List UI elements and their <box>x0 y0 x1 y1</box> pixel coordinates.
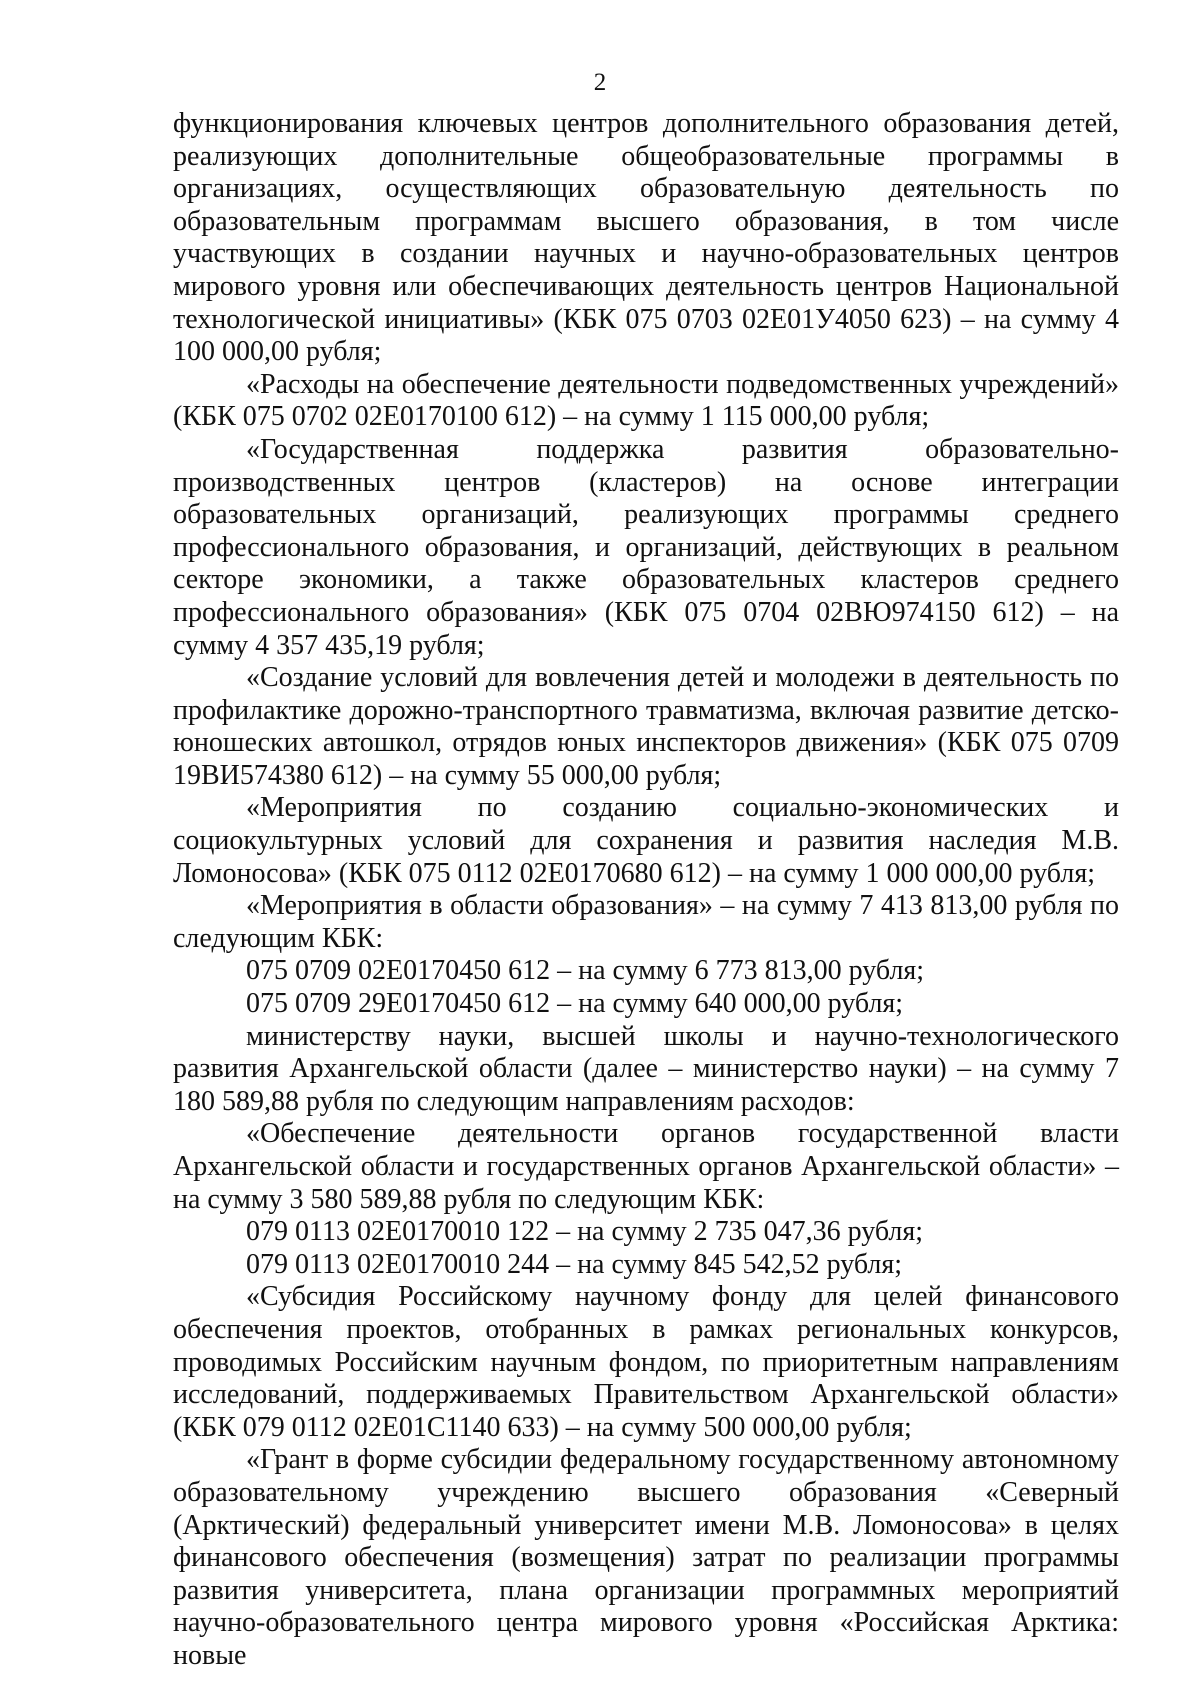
document-body <box>173 108 1119 1673</box>
paragraph-continuation: функционирования ключевых центров дополнительного образования детей, реализующих дополнительные общеобразовательные программы в организациях, осуществляющих образовательную деятельность по образовательным программам высшего образования, в том числе участвующих в создании научных и научно-образовательных центров мирового уровня или обеспечивающих деятельность центров Национальной технологической инициативы» (КБК 075 0703 02Е01У4050 623) – на сумму 4 100 000,00 рубля; <box>173 108 1119 368</box>
paragraph-kbk-line: 079 0113 02Е0170010 122 – на сумму 2 735 047,36 рубля; <box>246 1216 924 1248</box>
paragraph-expenses-subordinate-institutions: «Расходы на обеспечение деятельности подведомственных учреждений» (КБК 075 0702 02Е0170100 612) – на сумму 1 115 000,00 рубля; <box>173 368 1119 433</box>
paragraph-kbk-line: 079 0113 02Е0170010 244 – на сумму 845 542,52 рубля; <box>246 1248 903 1280</box>
paragraph-university-grant: «Грант в форме субсидии федеральному государственному автономному образовательному учреждению высшего образования «Северный (Арктический) федеральный университет имени М.В. Ломоносова» в целях финансового обеспечения (возмещения) затрат по реализации программы развития университета, плана организации программных мероприятий научно-образовательного центра мирового уровня «Российская Арктика: новые <box>173 1444 1119 1671</box>
paragraph-clusters-support: «Государственная поддержка развития образовательно-производственных центров (кластеров) на основе интеграции образовательных организаций, реализующих программы среднего профессионального образования, и организаций, действующих в реальном секторе экономики, а также образовательных кластеров среднего профессионального образования» (КБК 075 0704 02ВЮ974150 612) – на сумму 4 357 435,19 рубля; <box>173 433 1119 661</box>
page-number: 2 <box>593 69 607 96</box>
paragraph-government-bodies: «Обеспечение деятельности органов государственной власти Архангельской области и государственных органов Архангельской области» – на сумму 3 580 589,88 рубля по следующим КБК: <box>173 1118 1119 1215</box>
paragraph-kbk-line: 075 0709 02Е0170450 612 – на сумму 6 773 813,00 рубля; <box>246 955 925 987</box>
paragraph-road-safety: «Создание условий для вовлечения детей и молодежи в деятельность по профилактике дорожно-транспортного травматизма, включая развитие детско-юношеских автошкол, отрядов юных инспекторов движения» (КБК 075 0709 19ВИ574380 612) – на сумму 55 000,00 рубля; <box>173 662 1119 791</box>
paragraph-ministry-of-science: министерству науки, высшей школы и научно-технологического развития Архангельской области (далее – министерство науки) – на сумму 7 180 589,88 рубля по следующим направлениям расходов: <box>173 1020 1119 1117</box>
paragraph-education-events: «Мероприятия в области образования» – на сумму 7 413 813,00 рубля по следующим КБК: <box>173 890 1119 954</box>
paragraph-kbk-line: 075 0709 29Е0170450 612 – на сумму 640 000,00 рубля; <box>246 988 904 1020</box>
paragraph-lomonosov-heritage: «Мероприятия по созданию социально-экономических и социокультурных условий для сохранения и развития наследия М.В. Ломоносова» (КБК 075 0112 02Е0170680 612) – на сумму 1 000 000,00 рубля; <box>173 792 1119 889</box>
paragraph-science-foundation-subsidy: «Субсидия Российскому научному фонду для целей финансового обеспечения проектов, отобранных в рамках региональных конкурсов, проводимых Российским научным фондом, по приоритетным направлениям исследований, поддерживаемых Правительством Архангельской области» (КБК 079 0112 02Е01С1140 633) – на сумму 500 000,00 рубля; <box>173 1281 1119 1443</box>
